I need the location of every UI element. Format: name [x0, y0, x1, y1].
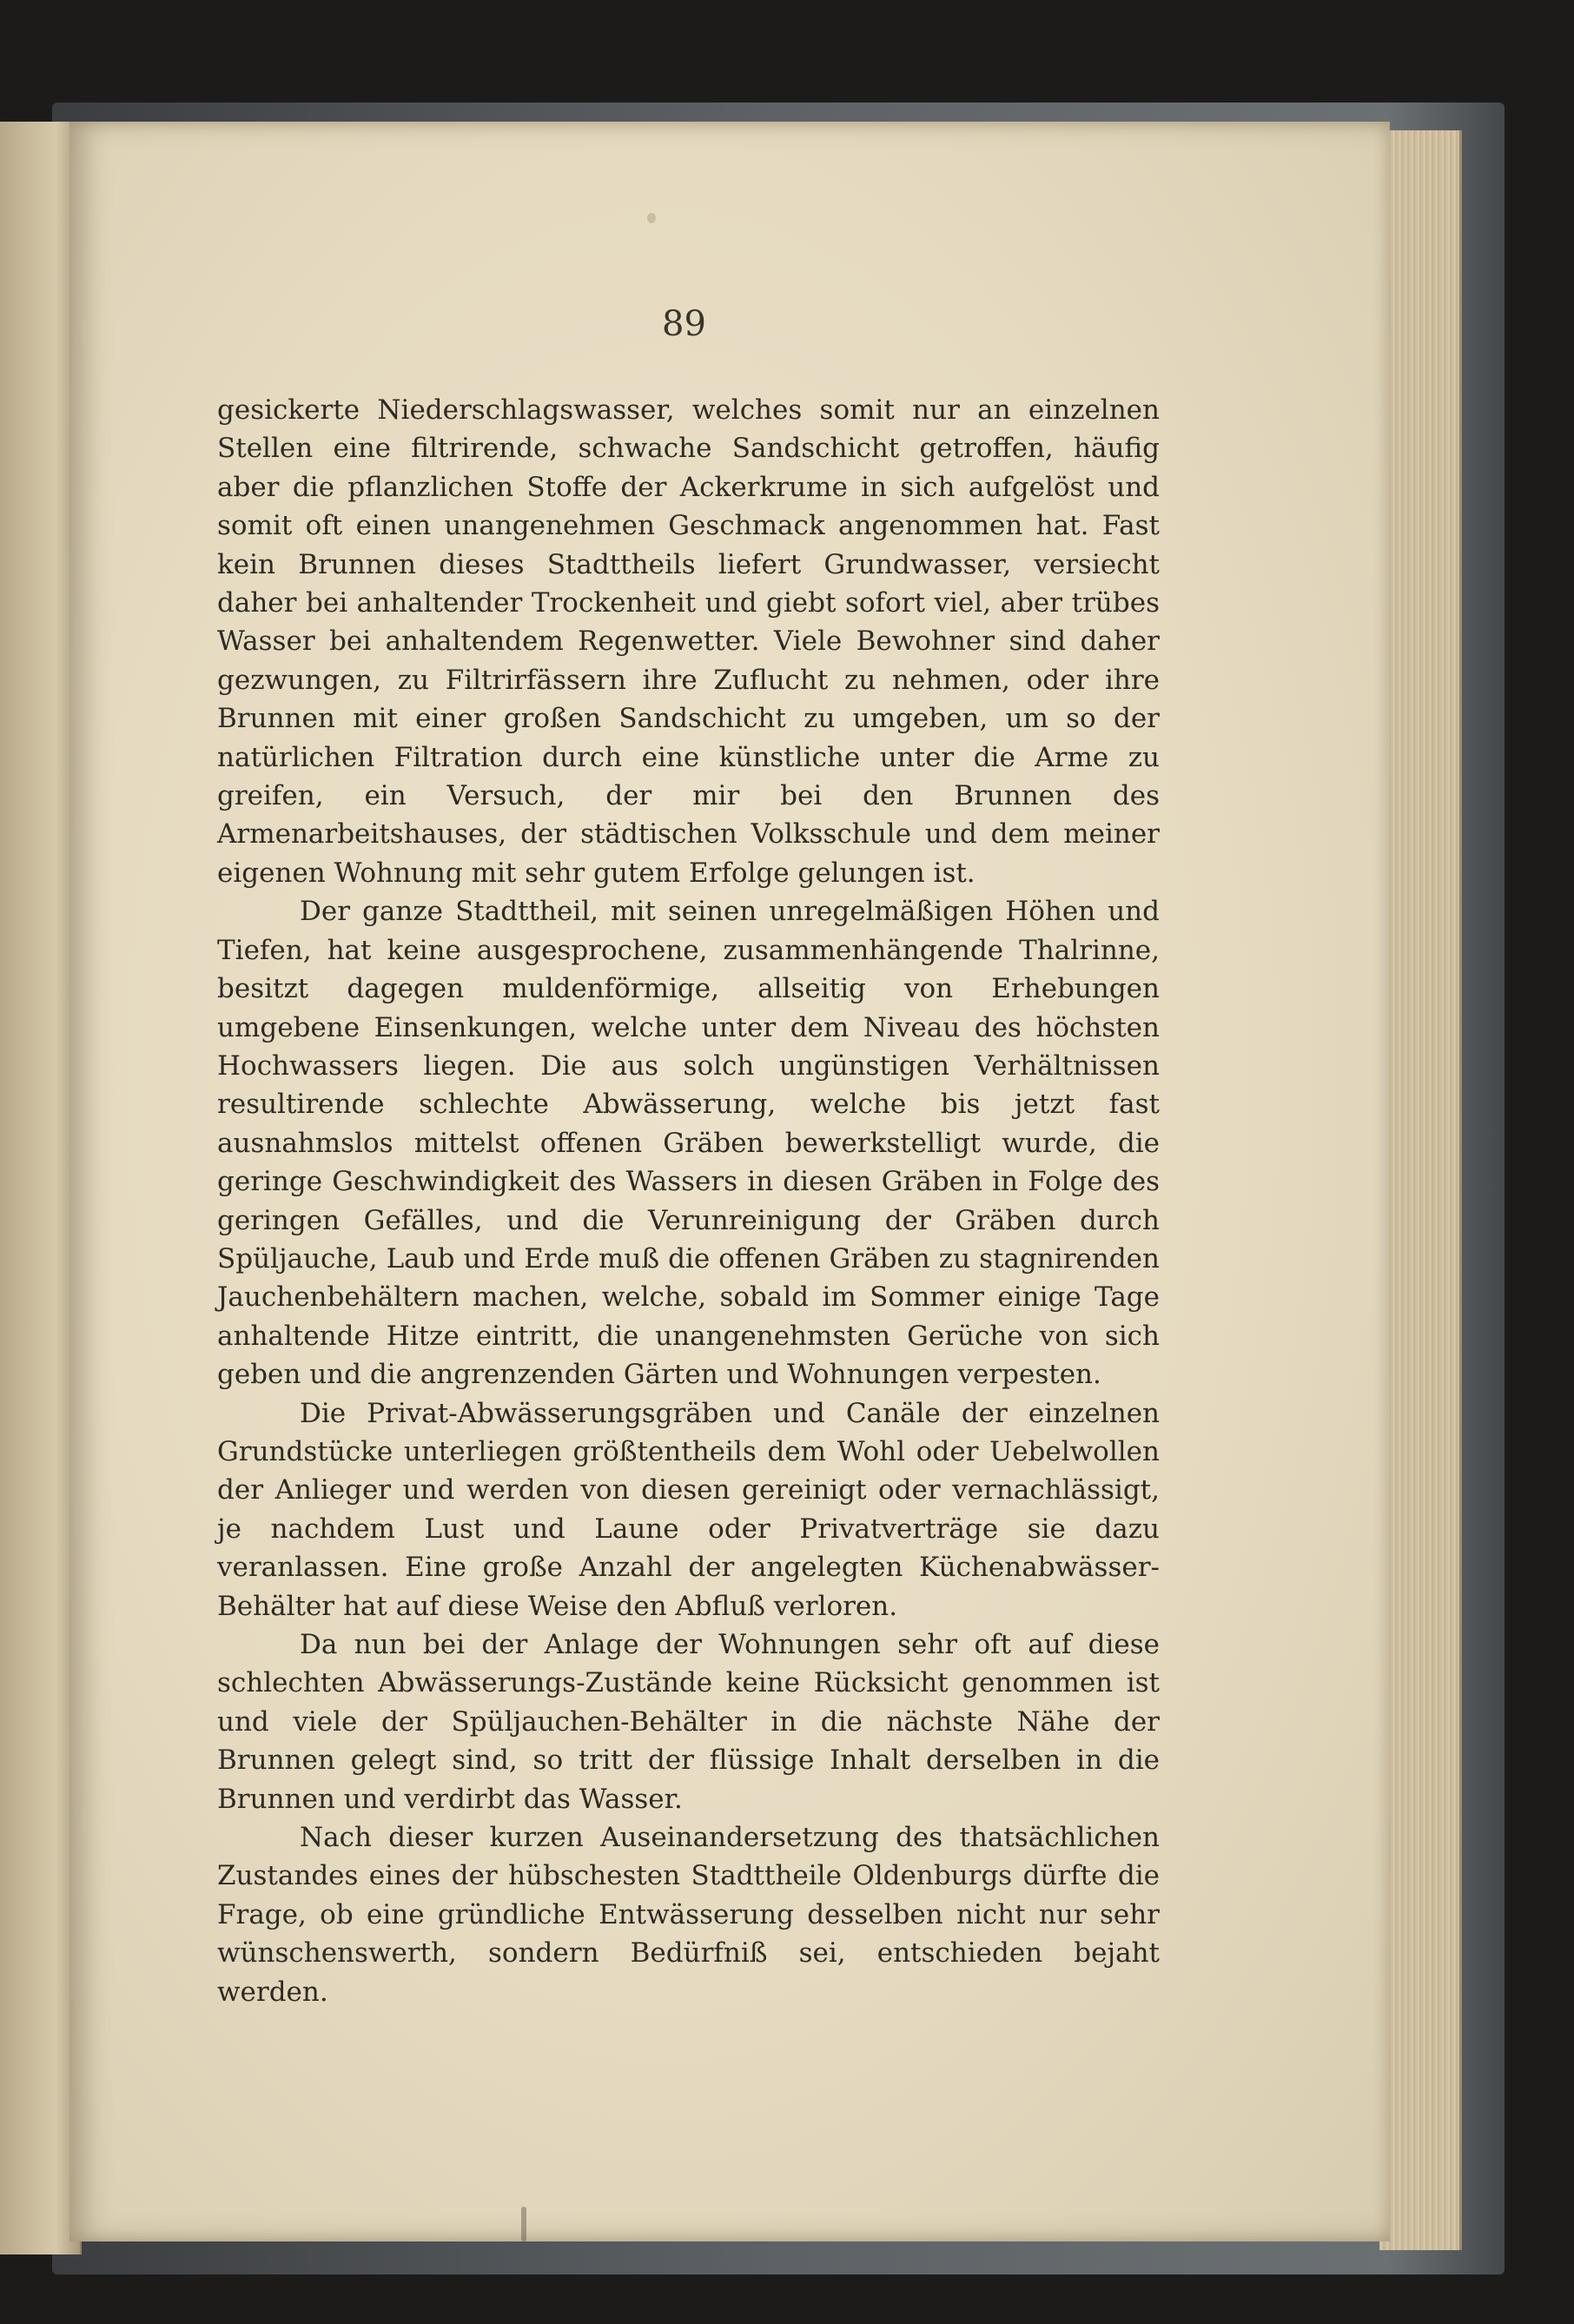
paragraph-3: Die Privat-Abwässerungsgräben und Canäle der einzelnen Grundstücke unterliegen größtentheils dem Wohl oder Uebelwollen der Anlieger und werden von diesen gereinigt oder vernachlässigt, je nachdem Lust und Laune oder Privatverträge sie dazu veranlassen. Eine große Anzahl der angelegten Küchenabwässer-Behälter hat auf diese Weise den Abfluß verloren.: [217, 1397, 1160, 1622]
paragraph-4: Da nun bei der Anlage der Wohnungen sehr oft auf diese schlechten Abwässerungs-Zustände keine Rücksicht genommen ist und viele der Spüljauchen-Behälter in die nächste Nähe der Brunnen gelegt sind, so tritt der flüssige Inhalt derselben in die Brunnen und verdirbt das Wasser.: [217, 1629, 1160, 1815]
page-body: [217, 391, 1160, 2011]
page-stack-edge: [1379, 130, 1462, 2250]
paragraph-1: gesickerte Niederschlagswasser, welches somit nur an einzelnen Stellen eine filtrirende, schwache Sandschicht getroffen, häufig aber die pflanzlichen Stoffe der Ackerkrume in sich aufgelöst und somit oft einen unangenehmen Geschmack angenommen hat. Fast kein Brunnen dieses Stadttheils liefert Grundwasser, versiecht daher bei anhaltender Trockenheit und giebt sofort viel, aber trübes Wasser bei anhaltendem Regenwetter. Viele Bewohner sind daher gezwungen, zu Filtrirfässern ihre Zuflucht zu nehmen, oder ihre Brunnen mit einer großen Sandschicht zu umgeben, um so der natürlichen Filtration durch eine künstliche unter die Arme zu greifen, ein Versuch, der mir bei den Brunnen des Armenarbeitshauses, der städtischen Volksschule und dem meiner eigenen Wohnung mit sehr gutem Erfolge gelungen ist.: [217, 394, 1160, 889]
paragraph-2: Der ganze Stadttheil, mit seinen unregelmäßigen Höhen und Tiefen, hat keine ausgesprochene, zusammenhängende Thalrinne, besitzt dagegen muldenförmige, allseitig von Erhebungen umgebene Einsenkungen, welche unter dem Niveau des höchsten Hochwassers liegen. Die aus solch ungünstigen Verhältnissen resultirende schlechte Abwässerung, welche bis jetzt fast ausnahmslos mittelst offenen Gräben bewerkstelligt wurde, die geringe Geschwindigkeit des Wassers in diesen Gräben in Folge des geringen Gefälles, und die Verunreinigung der Gräben durch Spüljauche, Laub und Erde muß die offenen Gräben zu stagnirenden Jauchenbehältern machen, welche, sobald im Sommer einige Tage anhaltende Hitze eintritt, die unangenehmsten Gerüche von sich geben und die angrenzenden Gärten und Wohnungen verpesten.: [217, 896, 1160, 1391]
paragraph-5: Nach dieser kurzen Auseinandersetzung des thatsächlichen Zustandes eines der hübschesten Stadttheile Oldenburgs dürfte die Frage, ob eine gründliche Entwässerung desselben nicht nur sehr wünschenswerth, sondern Bedürfniß sei, entschieden bejaht werden.: [217, 1822, 1160, 2008]
paper-spot: [647, 213, 656, 223]
paper-spot: [521, 2207, 526, 2241]
page-number: 89: [662, 304, 706, 344]
